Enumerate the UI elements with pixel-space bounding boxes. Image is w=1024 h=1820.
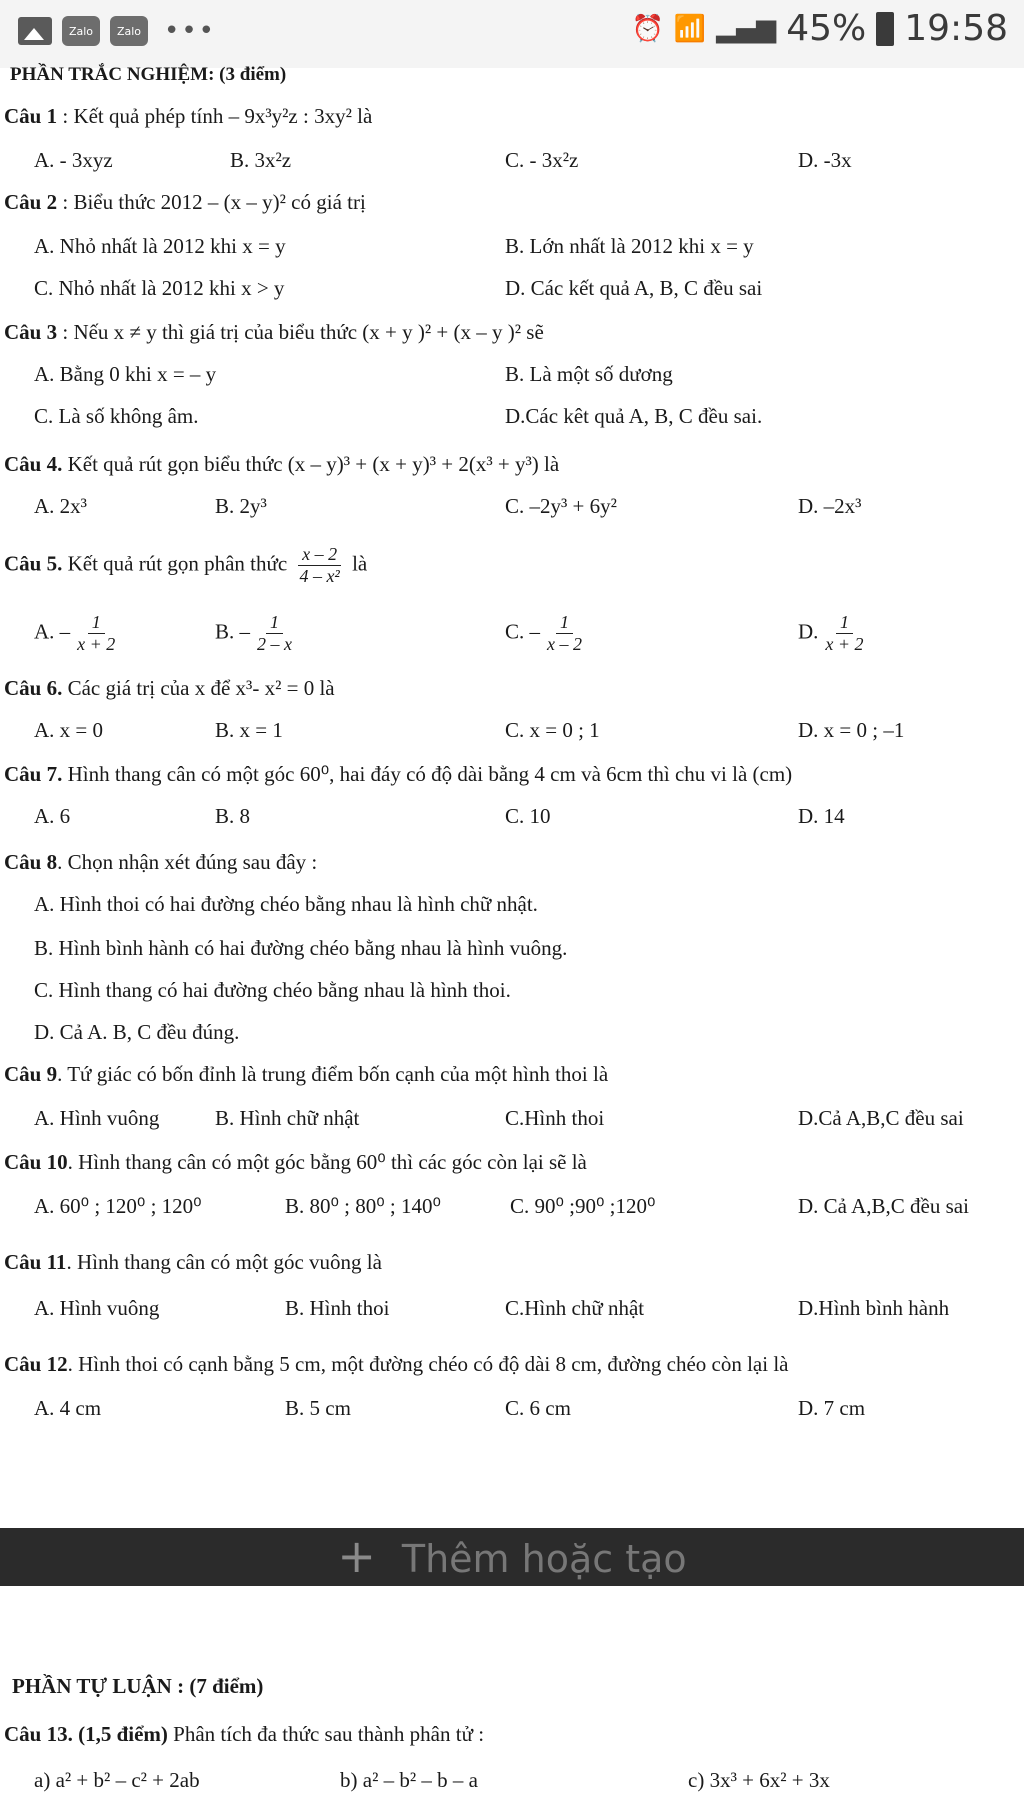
q4-option-a: A. 2x³ <box>34 494 87 518</box>
q13-part-a: a) a² + b² – c² + 2ab <box>34 1768 200 1792</box>
q2-option-a: A. Nhỏ nhất là 2012 khi x = y <box>34 234 286 258</box>
question-9: Câu 9. Tứ giác có bốn đỉnh là trung điểm bốn cạnh của một hình thoi là <box>4 1062 609 1086</box>
question-10: Câu 10. Hình thang cân có một góc bằng 60⁰ thì các góc còn lại sẽ là <box>4 1150 587 1174</box>
question-12: Câu 12. Hình thoi có cạnh bằng 5 cm, một đường chéo có độ dài 8 cm, đường chéo còn lại là <box>4 1352 789 1376</box>
question-4: Câu 4. Kết quả rút gọn biểu thức (x – y)³ + (x + y)³ + 2(x³ + y³) là <box>4 452 560 476</box>
q7-option-d: D. 14 <box>798 804 845 828</box>
q1-option-d: D. -3x <box>798 148 852 172</box>
signal-icon: ▂▄▆ <box>716 13 777 44</box>
q8-option-b: B. Hình bình hành có hai đường chéo bằng nhau là hình vuông. <box>34 936 568 960</box>
question-3: Câu 3 : Nếu x ≠ y thì giá trị của biểu thức (x + y )² + (x – y )² sẽ <box>4 320 544 344</box>
zalo-notification-icon-2: Zalo <box>110 16 148 46</box>
q11-option-d: D.Hình bình hành <box>798 1296 950 1320</box>
q12-option-a: A. 4 cm <box>34 1396 102 1420</box>
q5-fraction: $\frac{x - 2}{\text{4 – x²}}$ <box>299 544 340 586</box>
battery-percent: 45% <box>786 8 867 49</box>
q7-option-c: C. 10 <box>505 804 551 828</box>
zalo-notification-icon: Zalo <box>62 16 100 46</box>
q2-option-b: B. Lớn nhất là 2012 khi x = y <box>505 234 754 258</box>
q12-option-d: D. 7 cm <box>798 1396 866 1420</box>
q1-option-b: B. 3x²z <box>230 148 292 172</box>
q9-option-b: B. Hình chữ nhật <box>215 1106 360 1130</box>
q3-option-b: B. Là một số dương <box>505 362 673 386</box>
question-8: Câu 8. Chọn nhận xét đúng sau đây : <box>4 850 318 874</box>
q6-option-b: B. x = 1 <box>215 718 283 742</box>
status-bar <box>0 0 1024 68</box>
add-or-create-label: Thêm hoặc tạo <box>401 1537 687 1581</box>
q8-option-d: D. Cả A. B, C đều đúng. <box>34 1020 240 1044</box>
q6-option-a: A. x = 0 <box>34 718 104 742</box>
q8-option-a: A. Hình thoi có hai đường chéo bằng nhau là hình chữ nhật. <box>34 892 538 916</box>
section-title-multiple-choice: PHẦN TRẮC NGHIỆM: (3 điểm) <box>10 64 287 85</box>
q12-option-c: C. 6 cm <box>505 1396 571 1420</box>
question-11: Câu 11. Hình thang cân có một góc vuông là <box>4 1250 382 1274</box>
q3-option-a: A. Bằng 0 khi x = – y <box>34 362 217 386</box>
gallery-notification-icon <box>18 17 52 45</box>
q5-option-d: D. $\frac{1}{x + 2}$ <box>798 612 864 654</box>
q6-option-c: C. x = 0 ; 1 <box>505 718 600 742</box>
wifi-icon: 📶 <box>673 13 707 44</box>
q3-option-c: C. Là số không âm. <box>34 404 199 428</box>
plus-icon: + <box>337 1529 376 1583</box>
question-7: Câu 7. Hình thang cân có một góc 60⁰, hai đáy có độ dài bằng 4 cm và 6cm thì chu vi là (cm) <box>4 762 793 786</box>
q1-option-a: A. - 3xyz <box>34 148 113 172</box>
q8-option-c: C. Hình thang có hai đường chéo bằng nhau là hình thoi. <box>34 978 511 1002</box>
q3-option-d: D.Các kêt quả A, B, C đều sai. <box>505 404 763 428</box>
question-2: Câu 2 : Biểu thức 2012 – (x – y)² có giá trị <box>4 190 366 214</box>
q10-option-a: A. 60⁰ ; 120⁰ ; 120⁰ <box>34 1194 202 1218</box>
battery-icon <box>876 12 894 46</box>
q4-option-c: C. –2y³ + 6y² <box>505 494 617 518</box>
q4-option-b: B. 2y³ <box>215 494 267 518</box>
q11-option-c: C.Hình chữ nhật <box>505 1296 645 1320</box>
q2-option-c: C. Nhỏ nhất là 2012 khi x > y <box>34 276 285 300</box>
q10-option-c: C. 90⁰ ;90⁰ ;120⁰ <box>510 1194 656 1218</box>
q10-option-b: B. 80⁰ ; 80⁰ ; 140⁰ <box>285 1194 441 1218</box>
clock-time: 19:58 <box>904 8 1008 49</box>
q5-option-b: B. – $\frac{1}{2 - x}$ <box>215 612 293 654</box>
add-or-create-button[interactable] <box>0 1528 1024 1586</box>
q7-option-a: A. 6 <box>34 804 71 828</box>
q7-option-b: B. 8 <box>215 804 251 828</box>
q1-option-c: C. - 3x²z <box>505 148 579 172</box>
q13-part-c: c) 3x³ + 6x² + 3x <box>688 1768 830 1792</box>
q9-option-d: D.Cả A,B,C đều sai <box>798 1106 964 1130</box>
q11-option-a: A. Hình vuông <box>34 1296 160 1320</box>
q5-option-c: C. – $\frac{1}{x - 2}$ <box>505 612 583 654</box>
question-5: Câu 5. Kết quả rút gọn phân thức $\frac{x - 2}{\text{4 – x²}}$ là <box>4 544 368 586</box>
q13-part-b: b) a² – b² – b – a <box>340 1768 478 1792</box>
q10-option-d: D. Cả A,B,C đều sai <box>798 1194 969 1218</box>
question-1: Câu 1 : Kết quả phép tính – 9x³y²z : 3xy² là <box>4 104 373 128</box>
section-title-essay: PHẦN TỰ LUẬN : (7 điểm) <box>12 1674 264 1698</box>
q6-option-d: D. x = 0 ; –1 <box>798 718 905 742</box>
q9-option-a: A. Hình vuông <box>34 1106 160 1130</box>
q4-option-d: D. –2x³ <box>798 494 862 518</box>
q11-option-b: B. Hình thoi <box>285 1296 390 1320</box>
question-13: Câu 13. (1,5 điểm) Phân tích đa thức sau thành phân tử : <box>4 1722 485 1746</box>
alarm-icon: ⏰ <box>631 13 664 44</box>
q9-option-c: C.Hình thoi <box>505 1106 605 1130</box>
more-notifications-icon: ••• <box>164 16 217 46</box>
q2-option-d: D. Các kết quả A, B, C đều sai <box>505 276 763 300</box>
q12-option-b: B. 5 cm <box>285 1396 351 1420</box>
q5-option-a: A. – $\frac{1}{x + 2}$ <box>34 612 116 654</box>
question-6: Câu 6. Các giá trị của x để x³- x² = 0 là <box>4 676 335 700</box>
